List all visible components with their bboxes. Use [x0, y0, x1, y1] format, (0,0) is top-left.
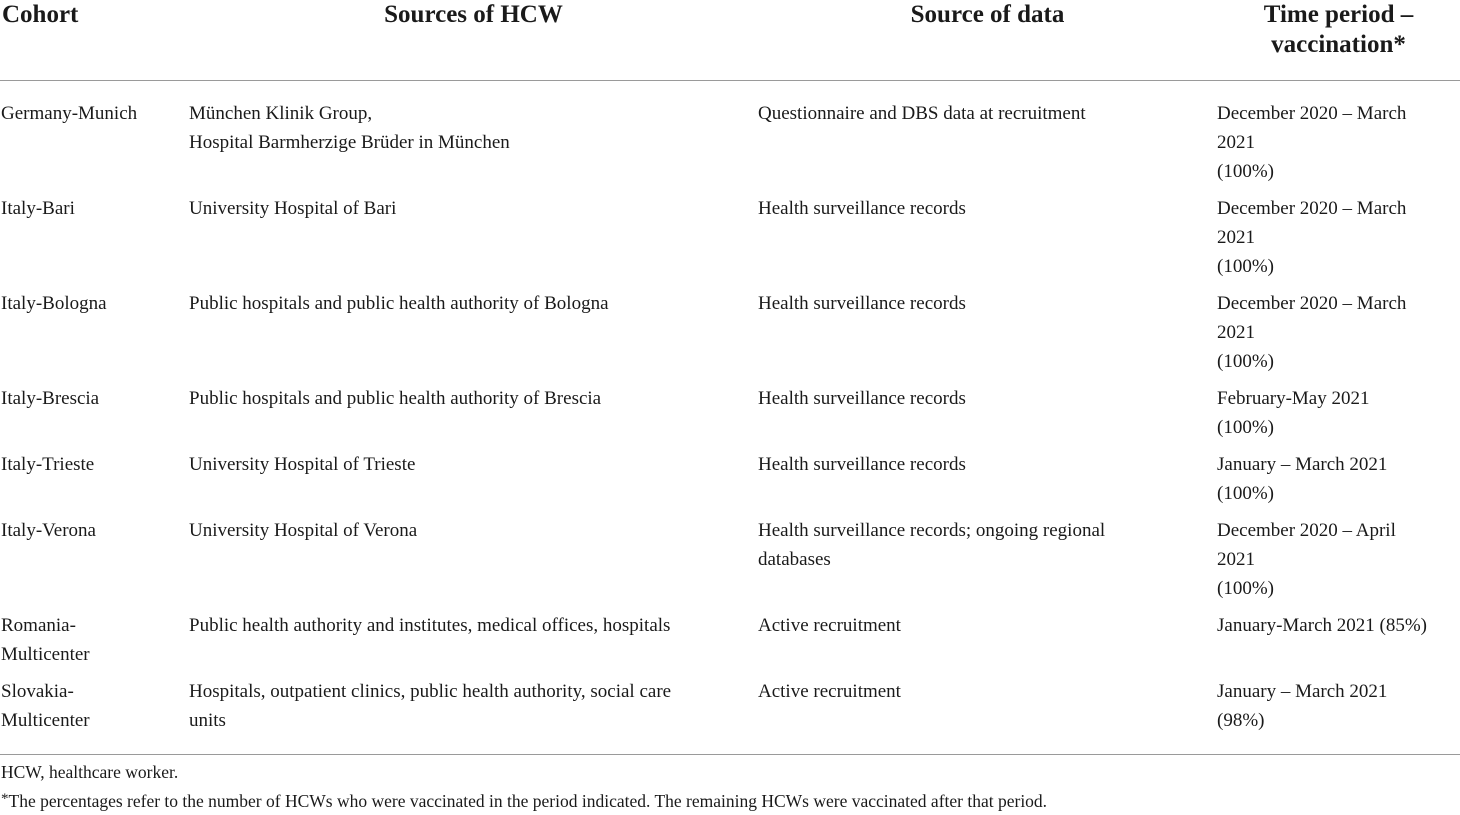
cell-source-of-data-line: Questionnaire and DBS data at recruitment: [758, 103, 1086, 124]
cell-source-of-data-line: Health surveillance records; ongoing regional: [758, 520, 1106, 541]
table-body: [0, 81, 1460, 755]
cell-source-of-data-line: Health surveillance records: [758, 198, 966, 219]
header-time-period: [1217, 0, 1460, 81]
cell-sources-of-hcw-line: Hospitals, outpatient clinics, public health authority, social care: [189, 681, 672, 702]
cell-cohort-line: Italy-Brescia: [1, 388, 100, 409]
footnote-abbreviation: HCW, healthcare worker.: [1, 762, 179, 782]
table-row: [0, 289, 1460, 384]
cell-source-of-data: [758, 516, 1217, 611]
header-time-line2: vaccination*: [1271, 31, 1406, 58]
footnote-percentages-text: The percentages refer to the number of HCWs who were vaccinated in the period indicated. The remaining HCWs were vaccinated after that period.: [8, 791, 1048, 811]
cell-sources-of-hcw-line: Public hospitals and public health authority of Brescia: [189, 388, 602, 409]
table-row: [0, 677, 1460, 755]
cell-cohort: [0, 677, 189, 755]
cell-sources-of-hcw-line: Hospital Barmherzige Brüder in München: [189, 132, 510, 153]
cell-time-period-line: December 2020 – March: [1217, 198, 1407, 219]
cell-cohort: [0, 384, 189, 450]
cell-cohort-line: Italy-Trieste: [1, 454, 95, 475]
cell-time-period-line: 2021: [1217, 227, 1255, 248]
cell-sources-of-hcw: [189, 81, 758, 195]
cell-sources-of-hcw: [189, 677, 758, 755]
cell-source-of-data: [758, 81, 1217, 195]
cell-cohort-line: Multicenter: [1, 710, 90, 731]
cell-time-period-line: December 2020 – March: [1217, 103, 1407, 124]
header-sources-of-hcw: Sources of HCW: [189, 0, 758, 81]
cell-time-period-line: (98%): [1217, 710, 1265, 731]
cell-cohort-line: Multicenter: [1, 644, 90, 665]
cell-source-of-data: [758, 384, 1217, 450]
cell-source-of-data: [758, 677, 1217, 755]
cell-cohort-line: Romania-: [1, 615, 76, 636]
cell-cohort-line: Germany-Munich: [1, 103, 138, 124]
cell-time-period-line: 2021: [1217, 132, 1255, 153]
cell-time-period-line: (100%): [1217, 483, 1274, 504]
cell-time-period: [1217, 194, 1460, 289]
cell-cohort: [0, 516, 189, 611]
cell-source-of-data-line: Health surveillance records: [758, 293, 966, 314]
cell-time-period-line: 2021: [1217, 322, 1255, 343]
cell-source-of-data: [758, 611, 1217, 677]
cell-cohort: [0, 450, 189, 516]
cell-sources-of-hcw-line: München Klinik Group,: [189, 103, 373, 124]
cell-source-of-data-line: databases: [758, 549, 831, 570]
cell-source-of-data-line: Active recruitment: [758, 615, 901, 636]
cell-time-period-line: January – March 2021: [1217, 681, 1388, 702]
cell-time-period-line: (100%): [1217, 351, 1274, 372]
cell-cohort: [0, 611, 189, 677]
header-row: [0, 0, 1460, 81]
table-row: [0, 194, 1460, 289]
cell-time-period: [1217, 384, 1460, 450]
cell-time-period-line: 2021: [1217, 549, 1255, 570]
cell-source-of-data: [758, 289, 1217, 384]
cell-source-of-data-line: Active recruitment: [758, 681, 901, 702]
cell-source-of-data-line: Health surveillance records: [758, 454, 966, 475]
cell-time-period-line: (100%): [1217, 161, 1274, 182]
cell-cohort-line: Italy-Verona: [1, 520, 96, 541]
cell-sources-of-hcw: [189, 194, 758, 289]
cell-time-period-line: December 2020 – March: [1217, 293, 1407, 314]
cell-sources-of-hcw: [189, 289, 758, 384]
cell-time-period-line: (100%): [1217, 417, 1274, 438]
table-row: [0, 611, 1460, 677]
cell-sources-of-hcw-line: University Hospital of Bari: [189, 198, 397, 219]
header-cohort: Cohort: [0, 0, 189, 81]
header-source-of-data: Source of data: [758, 0, 1217, 81]
cell-sources-of-hcw-line: Public health authority and institutes, medical offices, hospitals: [189, 615, 671, 636]
cell-time-period-line: (100%): [1217, 578, 1274, 599]
table-row: [0, 516, 1460, 611]
table-row: [0, 81, 1460, 195]
cell-source-of-data: [758, 194, 1217, 289]
table-footnotes: [1, 759, 1047, 815]
cell-sources-of-hcw-line: University Hospital of Trieste: [189, 454, 416, 475]
cell-time-period-line: February-May 2021: [1217, 388, 1370, 409]
cell-time-period-line: January-March 2021 (85%): [1217, 615, 1427, 636]
cell-time-period: [1217, 289, 1460, 384]
table-row: [0, 450, 1460, 516]
cell-cohort-line: Slovakia-: [1, 681, 74, 702]
cell-source-of-data: [758, 450, 1217, 516]
cell-source-of-data-line: Health surveillance records: [758, 388, 966, 409]
cell-time-period-line: December 2020 – April: [1217, 520, 1396, 541]
cell-sources-of-hcw-line: University Hospital of Verona: [189, 520, 418, 541]
table-header: [0, 0, 1460, 81]
table-row: [0, 384, 1460, 450]
cell-time-period: [1217, 81, 1460, 195]
footnote-asterisk: *: [1, 791, 9, 807]
cell-sources-of-hcw: [189, 611, 758, 677]
cell-cohort-line: Italy-Bologna: [1, 293, 107, 314]
cell-time-period-line: (100%): [1217, 256, 1274, 277]
cell-cohort-line: Italy-Bari: [1, 198, 75, 219]
cell-sources-of-hcw: [189, 516, 758, 611]
cell-sources-of-hcw-line: units: [189, 710, 226, 731]
cell-cohort: [0, 81, 189, 195]
cell-cohort: [0, 194, 189, 289]
header-time-line1: Time period –: [1263, 1, 1414, 28]
footnote-percentages: [1, 786, 1047, 815]
cell-time-period: [1217, 450, 1460, 516]
cell-time-period-line: January – March 2021: [1217, 454, 1388, 475]
cell-cohort: [0, 289, 189, 384]
cell-sources-of-hcw: [189, 450, 758, 516]
cell-time-period: [1217, 516, 1460, 611]
cell-sources-of-hcw-line: Public hospitals and public health authority of Bologna: [189, 293, 609, 314]
cell-sources-of-hcw: [189, 384, 758, 450]
cell-time-period: [1217, 677, 1460, 755]
cell-time-period: [1217, 611, 1460, 677]
